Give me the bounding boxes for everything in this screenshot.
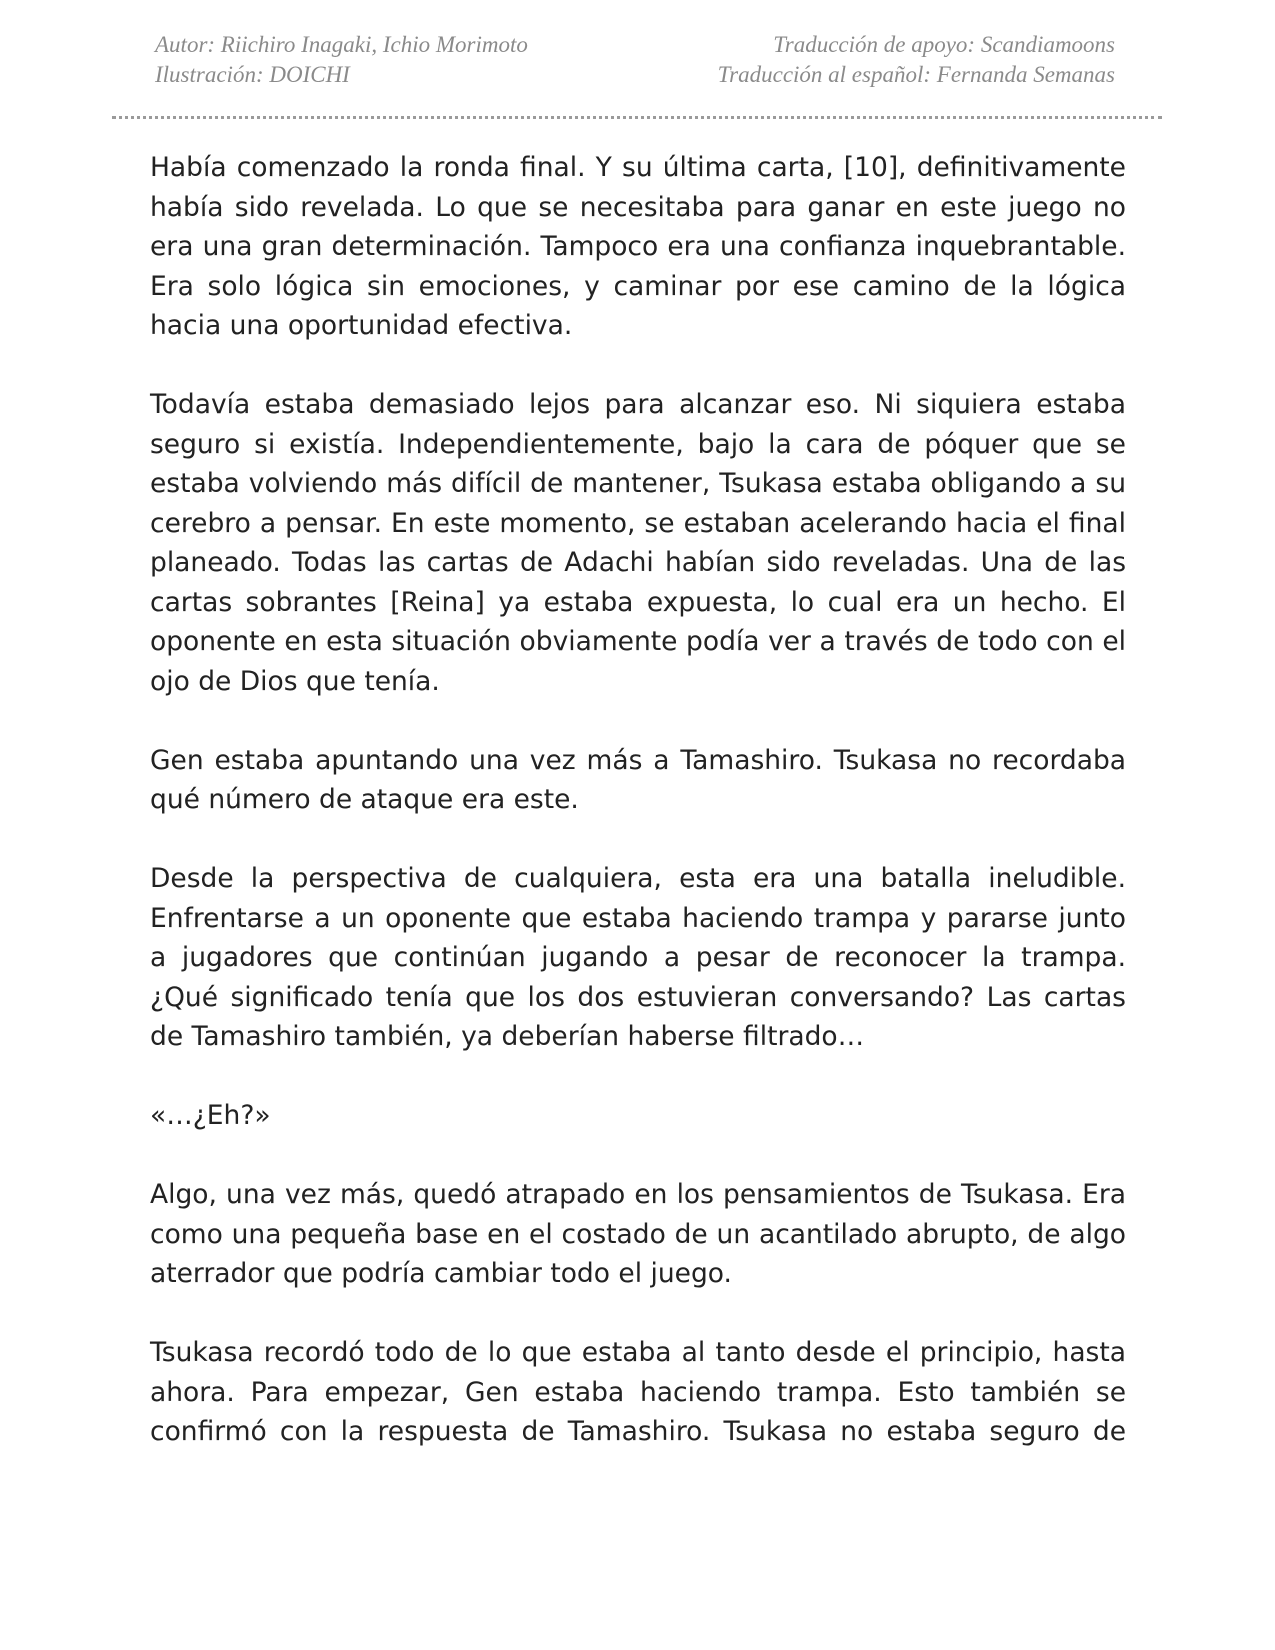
paragraph: Gen estaba apuntando una vez más a Tamashiro. Tsukasa no recordaba qué número de ataque era este. [150, 744, 1126, 815]
spanish-translation-credit: Traducción al español: Fernanda Semanas [717, 62, 1115, 87]
page-header [155, 30, 1115, 94]
paragraph: Algo, una vez más, quedó atrapado en los pensamientos de Tsukasa. Era como una pequeña base en el costado de un acantilado abrupto, de algo aterrador que podría cambiar todo el juego. [150, 1179, 1126, 1289]
paragraph: Todavía estaba demasiado lejos para alcanzar eso. Ni siquiera estaba seguro si existía. Independientemente, bajo la cara de póquer que se estaba volviendo más difícil de mantener, Tsukasa estaba obligando a su cerebro a pensar. En este momento, se estaban acelerando hacia el final planeado. Todas las cartas de Adachi habían sido reveladas. Una de las cartas sobrantes [Reina] ya estaba expuesta, lo cual era un hecho. El oponente en esta situación obviamente podía ver a través de todo con el ojo de Dios que tenía. [150, 389, 1126, 697]
header-credits-right [718, 30, 1115, 90]
support-translation-credit: Traducción de apoyo: Scandiamoons [773, 32, 1115, 57]
paragraph: Había comenzado la ronda final. Y su última carta, [10], definitivamente había sido revelada. Lo que se necesitaba para ganar en este juego no era una gran determinación. Tampoco era una confianza inquebrantable. Era solo lógica sin emociones, y caminar por ese camino de la lógica hacia una oportunidad efectiva. [150, 152, 1126, 341]
paragraph: Desde la perspectiva de cualquiera, esta era una batalla ineludible. Enfrentarse a un oponente que estaba haciendo trampa y pararse junto a jugadores que continúan jugando a pesar de reconocer la trampa. ¿Qué significado tenía que los dos estuvieran conversando? Las cartas de Tamashiro también, ya deberían haberse filtrado… [150, 863, 1126, 1052]
page-body [150, 148, 1126, 1491]
paragraph: Tsukasa recordó todo de lo que estaba al tanto desde el principio, hasta ahora. Para empezar, Gen estaba haciendo trampa. Esto también se confirmó con la respuesta de Tamashiro. Tsukasa no estaba seguro de [150, 1337, 1126, 1447]
header-credits-left [155, 30, 528, 90]
dialogue-line: «…¿Eh?» [150, 1100, 271, 1131]
header-divider [112, 116, 1162, 119]
author-credit: Autor: Riichiro Inagaki, Ichio Morimoto [155, 32, 528, 57]
illustration-credit: Ilustración: DOICHI [155, 62, 350, 87]
